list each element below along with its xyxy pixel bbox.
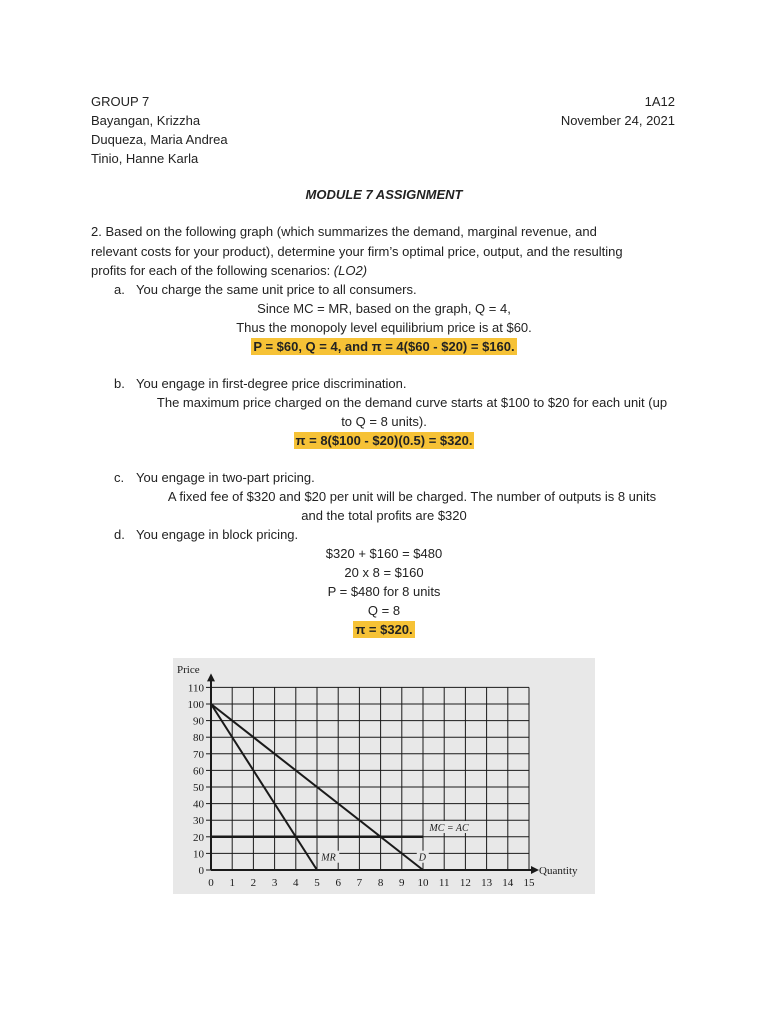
highlighted-answer: π = $320. <box>355 622 413 637</box>
item-d-line: 20 x 8 = $160 <box>344 565 424 580</box>
highlighted-answer: π = 8($100 - $20)(0.5) = $320. <box>295 433 473 448</box>
y-axis-title: Price <box>177 664 200 676</box>
x-tick-label: 5 <box>314 877 320 889</box>
group-name: GROUP 7 <box>91 94 150 109</box>
y-axis-arrow <box>207 673 215 681</box>
item-prompt: You charge the same unit price to all consumers. <box>136 282 417 297</box>
x-tick-label: 10 <box>417 877 429 889</box>
item-prompt: You engage in two-part pricing. <box>136 470 315 485</box>
item-b-line: The maximum price charged on the demand curve starts at $100 to $20 for each unit (up <box>156 395 668 410</box>
item-c-line: A fixed fee of $320 and $20 per unit will be charged. The number of outputs is 8 units <box>167 489 657 504</box>
x-tick-label: 12 <box>459 877 471 889</box>
y-tick-label: 50 <box>193 782 204 794</box>
item-c-line: and the total profits are $320 <box>301 508 467 523</box>
question-text-part: profits for each of the following scenarios: <box>91 263 334 278</box>
item-d-line: Q = 8 <box>367 603 401 618</box>
x-tick-label: 8 <box>377 877 384 889</box>
y-tick-label: 0 <box>198 865 204 877</box>
y-tick-label: 110 <box>187 682 204 695</box>
item-d-answer <box>0 620 768 639</box>
member-name: Tinio, Hanne Karla <box>91 151 199 166</box>
x-tick-label: 2 <box>250 877 257 889</box>
item-letter: b. <box>114 376 125 391</box>
highlighted-answer: P = $60, Q = 4, and π = 4($60 - $20) = $160. <box>253 339 515 354</box>
y-tick-label: 90 <box>193 715 204 728</box>
y-tick-label: 30 <box>193 815 204 828</box>
y-tick-label: 80 <box>193 732 204 745</box>
member-name: Duqueza, Maria Andrea <box>91 132 228 147</box>
x-tick-label: 0 <box>208 877 214 889</box>
item-d-line: P = $480 for 8 units <box>327 584 441 599</box>
x-tick-label: 11 <box>438 877 450 889</box>
item-letter: d. <box>114 527 125 542</box>
learning-objective: (LO2) <box>333 263 368 278</box>
y-tick-label: 20 <box>193 831 204 844</box>
page-title: MODULE 7 ASSIGNMENT <box>305 187 463 202</box>
mc-ac-label: MC = AC <box>429 822 469 834</box>
x-tick-label: 6 <box>335 877 341 889</box>
x-tick-label: 9 <box>399 877 405 889</box>
x-tick-label: 3 <box>271 877 278 889</box>
question-text <box>91 261 367 280</box>
mr-label: MR <box>321 852 336 864</box>
d-label: D <box>418 852 426 864</box>
x-tick-label: 7 <box>356 877 363 889</box>
x-tick-label: 14 <box>502 877 514 889</box>
y-tick-label: 70 <box>193 748 204 761</box>
question-text: relevant costs for your product), determine your firm’s optimal price, output, and the resulting <box>91 244 623 259</box>
item-letter: c. <box>114 470 125 485</box>
y-tick-label: 40 <box>193 798 204 811</box>
x-tick-label: 13 <box>481 877 493 889</box>
item-prompt: You engage in first-degree price discrimination. <box>136 376 407 391</box>
date: November 24, 2021 <box>560 113 675 128</box>
y-tick-label: 60 <box>193 765 204 778</box>
y-tick-label: 100 <box>187 699 204 711</box>
question-text: 2. Based on the following graph (which summarizes the demand, marginal revenue, and <box>91 224 597 239</box>
chart-ticks <box>188 682 536 889</box>
x-tick-label: 4 <box>293 877 299 889</box>
x-tick-label: 1 <box>229 877 235 889</box>
item-a-line: Thus the monopoly level equilibrium price is at $60. <box>236 320 532 335</box>
x-axis-arrow <box>531 866 539 874</box>
item-b-line: to Q = 8 units). <box>341 414 427 429</box>
x-tick-label: 15 <box>523 877 535 889</box>
y-tick-label: 10 <box>193 848 204 861</box>
section-code: 1A12 <box>644 94 675 109</box>
demand-chart <box>173 658 595 894</box>
chart-axes <box>207 673 539 874</box>
item-prompt: You engage in block pricing. <box>136 527 299 542</box>
chart-svg <box>173 658 595 894</box>
item-b-answer <box>0 431 768 450</box>
member-name: Bayangan, Krizzha <box>91 113 201 128</box>
item-a-answer <box>0 337 768 356</box>
item-letter: a. <box>114 282 125 297</box>
x-axis-title: Quantity <box>539 865 578 877</box>
item-d-line: $320 + $160 = $480 <box>325 546 443 561</box>
item-a-line: Since MC = MR, based on the graph, Q = 4, <box>257 301 511 316</box>
